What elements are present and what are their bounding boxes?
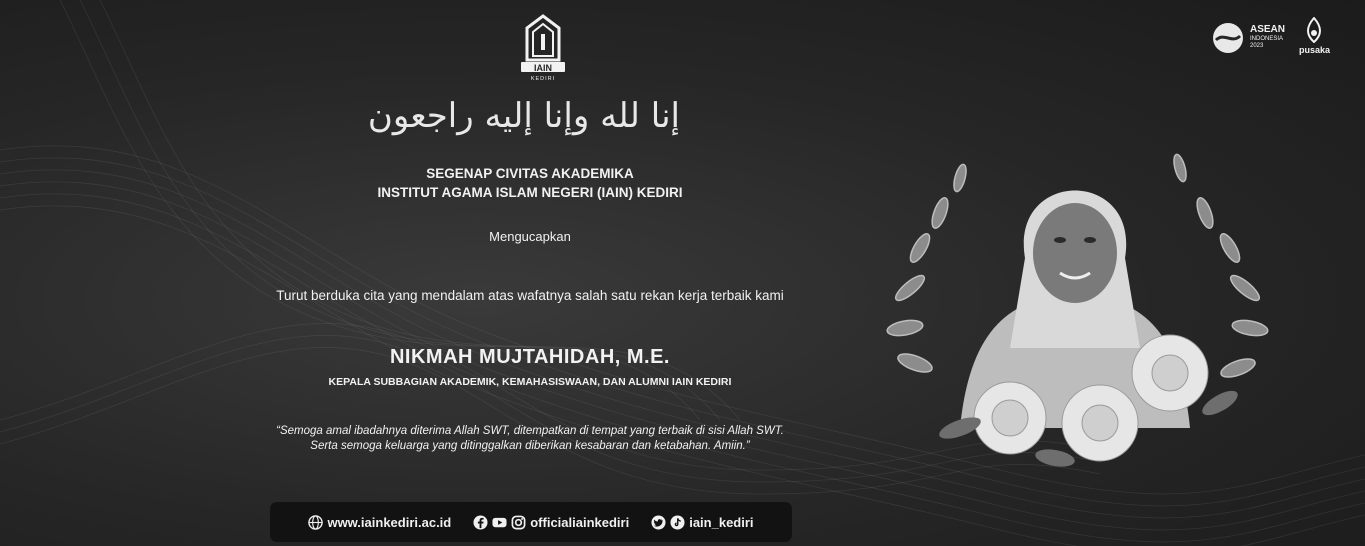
youtube-icon[interactable] xyxy=(492,515,507,530)
prayer-line-2: Serta semoga keluarga yang ditinggalkan diberikan kesabaran dan ketabahan. Amiin.” xyxy=(310,440,750,452)
pusaka-label: pusaka xyxy=(1299,45,1331,55)
iain-kediri-logo xyxy=(515,14,571,82)
condolence-message: Turut berduka cita yang mendalam atas wafatnya salah satu rekan kerja terbaik kami xyxy=(276,288,784,303)
org-line-2: INSTITUT AGAMA ISLAM NEGERI (IAIN) KEDIRI xyxy=(377,185,683,200)
verb-text: Mengucapkan xyxy=(489,229,571,244)
twitter-tiktok-handle: iain_kediri xyxy=(689,514,754,530)
instagram-icon[interactable] xyxy=(511,515,526,530)
deceased-name: NIKMAH MUJTAHIDAH, M.E. xyxy=(389,346,670,368)
org-line-1: SEGENAP CIVITAS AKADEMIKA xyxy=(426,166,634,181)
twitter-icon[interactable] xyxy=(651,515,666,530)
website-text: www.iainkediri.ac.id xyxy=(327,514,452,530)
facebook-icon[interactable] xyxy=(473,515,488,530)
logo-text: IAIN xyxy=(534,63,552,73)
social-handle: officialiainkediri xyxy=(530,514,630,530)
asean-year: 2023 xyxy=(1250,43,1264,49)
footer-social-bar xyxy=(270,502,792,542)
arabic-calligraphy: إنا لله وإنا إليه راجعون xyxy=(367,96,680,136)
globe-icon xyxy=(308,515,323,530)
asean-title: ASEAN xyxy=(1250,24,1286,35)
social-links-official[interactable] xyxy=(473,515,629,530)
pusaka-icon xyxy=(1303,17,1325,43)
tiktok-icon[interactable] xyxy=(670,515,685,530)
portrait-wreath xyxy=(850,128,1300,478)
deceased-position: KEPALA SUBBAGIAN AKADEMIK, KEMAHASISWAAN, DAN ALUMNI IAIN KEDIRI xyxy=(328,376,732,388)
social-links-twitter-tiktok[interactable] xyxy=(651,515,753,530)
prayer-line-1: “Semoga amal ibadahnya diterima Allah SWT, ditempatkan di tempat yang terbaik di sisi Allah SWT. xyxy=(276,425,784,437)
asean-sub: INDONESIA xyxy=(1250,36,1284,42)
website-link[interactable] xyxy=(308,515,451,530)
logo-subtext: KEDIRI xyxy=(530,76,556,82)
